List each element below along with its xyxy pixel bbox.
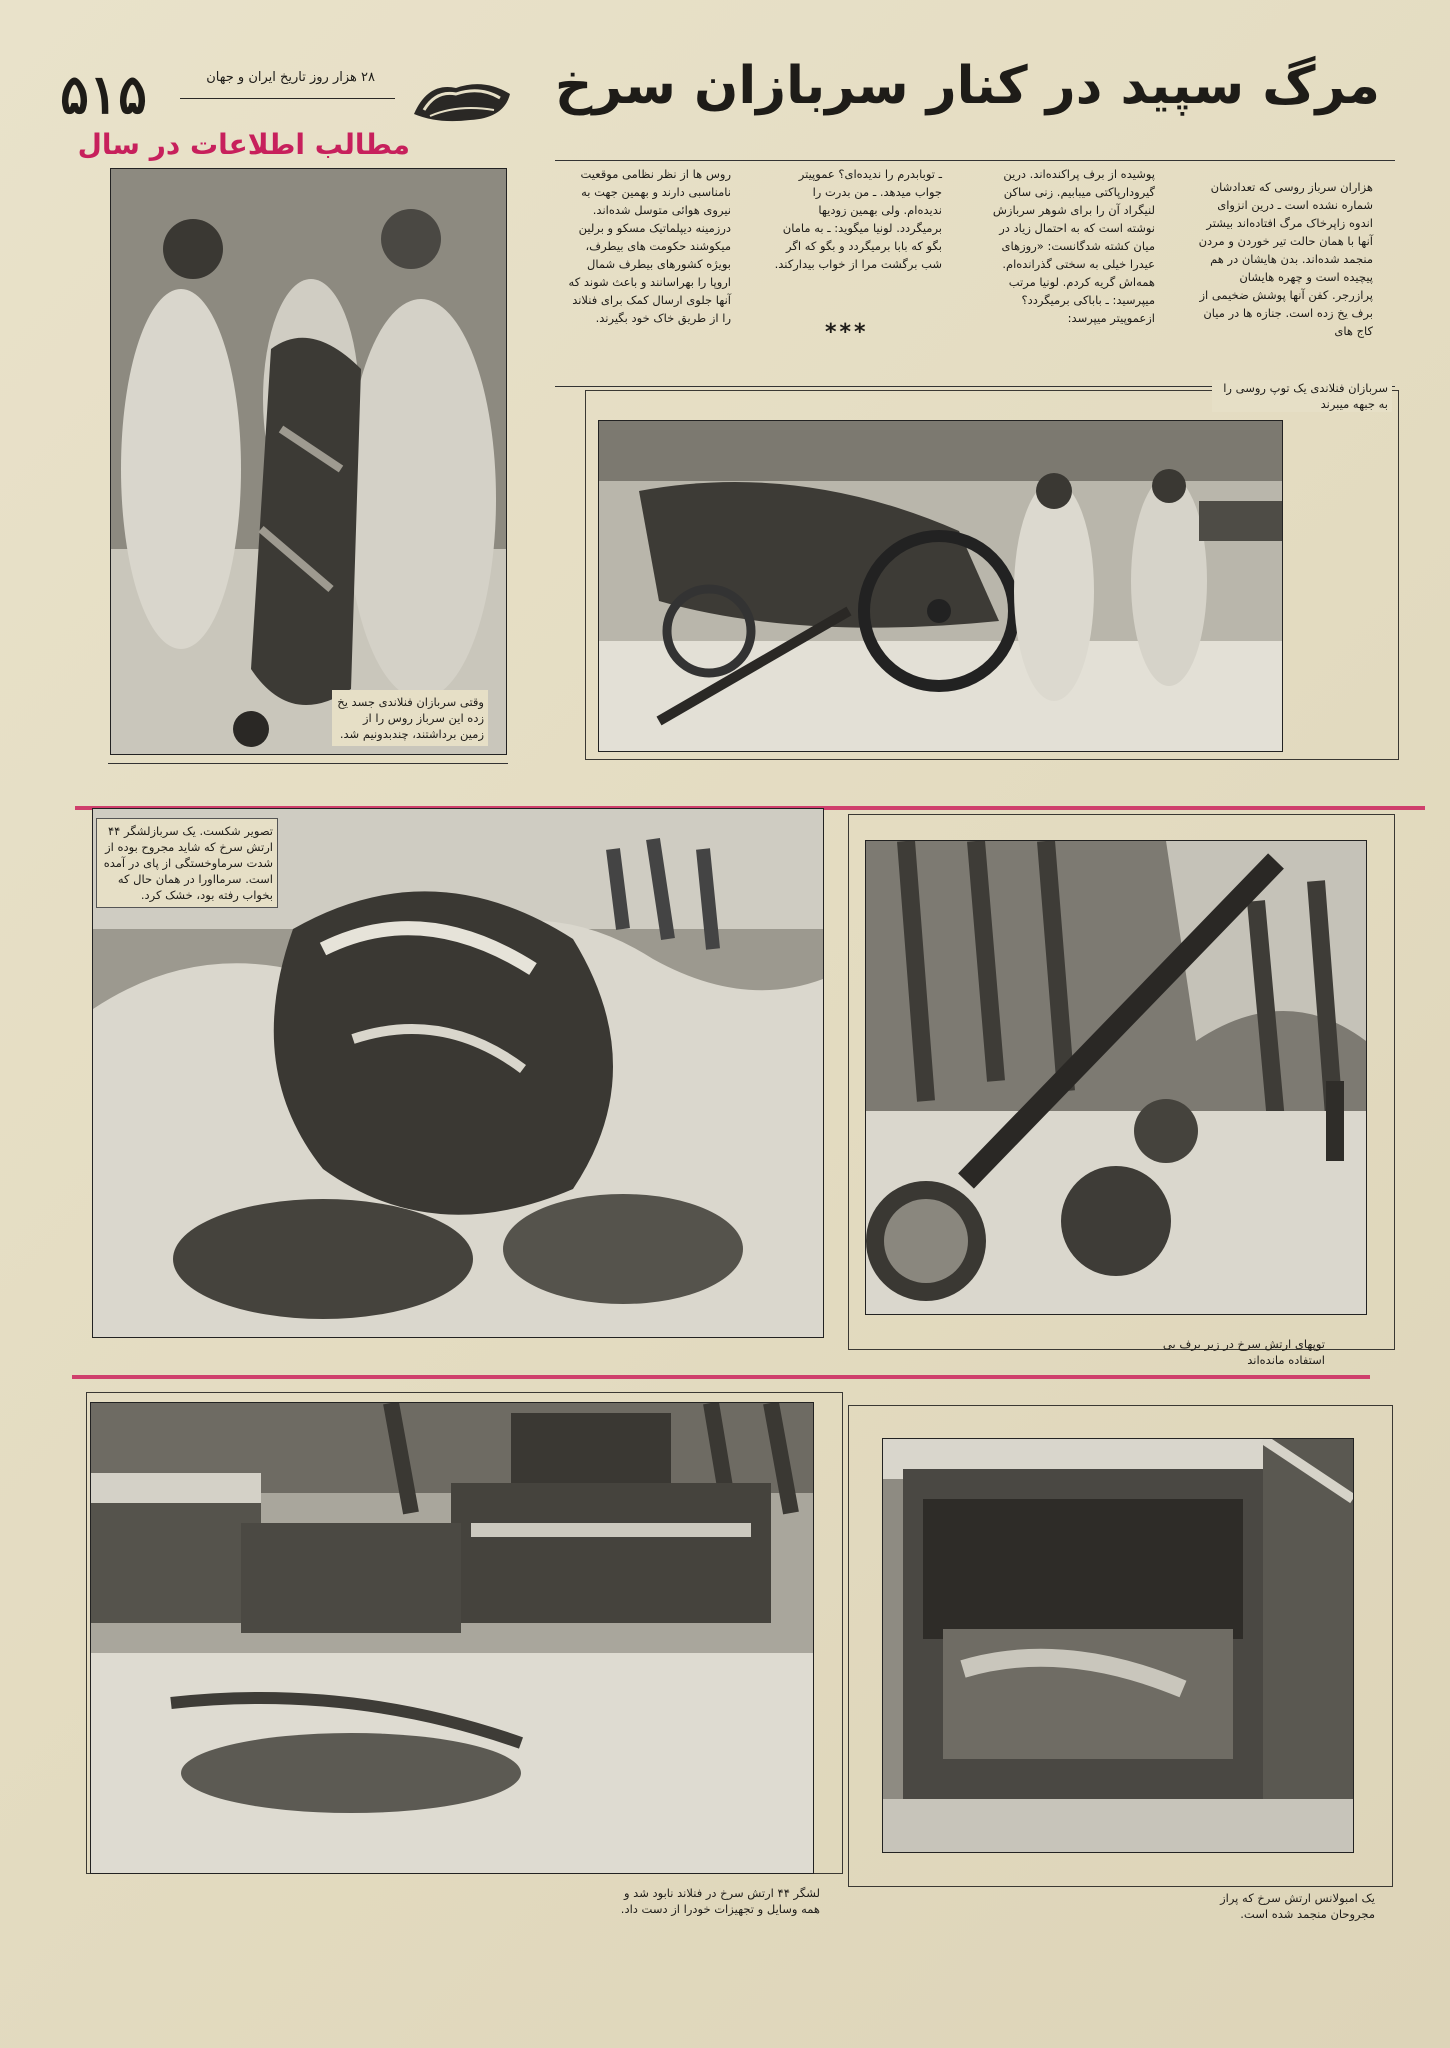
headline: مرگ سپید در کنار سربازان سرخ [554, 56, 1380, 116]
photo-destroyed-tanks [90, 1402, 814, 1874]
article-column-2: پوشیده از برف پراکنده‌اند. درین گیرودارپاکتی میبابیم. زنی ساکن لنیگراد آن را برای شوهر سربازش نوشته است که به احتمال زیاد در میان کشته شدگانست: «روزهای عیدرا خیلی به سختی گذرانده‌ام. همه‌اش گریه کردم. لونیا مرتب میپرسید: ـ باباکی برمیگردد؟ ازعموپیتر میپرسد: [992, 167, 1155, 325]
photo-frozen-soldier [110, 168, 507, 755]
caption-photo-1: وقتی سربازان فنلاندی جسد یخ زده این سرباز روس را از زمین برداشتند، چندبدونیم شد. [332, 690, 488, 746]
page-number: ۵۱۵ [60, 62, 148, 126]
newspaper-logo [408, 74, 516, 126]
caption-photo-6: یک امبولانس ارتش سرخ که پراز مجروحان منجمد شده است. [1220, 1891, 1375, 1921]
caption-photo-4: توپهای ارتش سرخ در زیر برف بی استفاده مانده‌اند [1162, 1337, 1325, 1367]
section-divider-2 [72, 1375, 1370, 1379]
caption-photo-3: تصویر شکست. یک سربازلشگر ۴۴ ارتش سرخ که شاید مجروح بوده از شدت سرماوخستگی از پای در آمده است. سرمااورا در همان حال که بخواب رفته بود، خشک کرد. [96, 818, 278, 908]
article-column-1: هزاران سرباز روسی که تعدادشان شماره نشده است ـ درین انزوای اندوه زاپرخاک مرگ افتاده‌اند بیشتر آنها با همان حالت تیر خوردن و مردن منجمد شده‌اند. بدن هایشان در هم پیچیده است و چهره هایشان پرازرجر. کفن آنها پوشش ضخیمی از برف یخ زده است. جنازه ها در میان کاج های [1198, 180, 1373, 338]
header-rule [555, 160, 1395, 161]
archive-title: مطالب اطلاعات در سال [77, 128, 410, 161]
photo-soldiers-cannon [598, 420, 1283, 752]
series-label: ۲۸ هزار روز تاریخ ایران و جهان [206, 70, 375, 85]
section-stars: *** [825, 320, 869, 345]
article-column-3: ـ توبابدرم را ندیده‌ای؟ عموپیتر جواب میدهد. ـ من بدرت را ندیده‌ام. ولی بهمین زودیها برمیگردد. لونیا میگوید: ـ به مامان بگو که بابا برمیگردد و بگو که اگر شب برگشت مرا از خواب بیدارکند. [774, 167, 942, 271]
photo-1-rule [108, 763, 508, 764]
photo-ambulance [882, 1438, 1354, 1853]
caption-photo-2: سربازان فنلاندی یک توپ روسی را به جبهه میبرند [1212, 380, 1392, 412]
photo-abandoned-guns [865, 840, 1367, 1315]
series-rule [180, 98, 395, 99]
caption-photo-5: لشگر ۴۴ ارتش سرخ در فنلاند نابود شد و همه وسایل و تجهیزات خودرا از دست داد. [620, 1886, 820, 1916]
article-column-4: روس ها از نظر نظامی موقعیت نامناسبی دارند و بهمین جهت به نیروی هوائی متوسل شده‌اند. درزمینه دیپلماتیک مسکو و برلین میکوشند حکومت های بیطرف، بویژه کشورهای بیطرف شمال اروپا را بهراسانند و باعث شوند که آنها جلوی ارسال کمک برای فنلاند را از طریق خاک خود بگیرند. [568, 167, 731, 325]
